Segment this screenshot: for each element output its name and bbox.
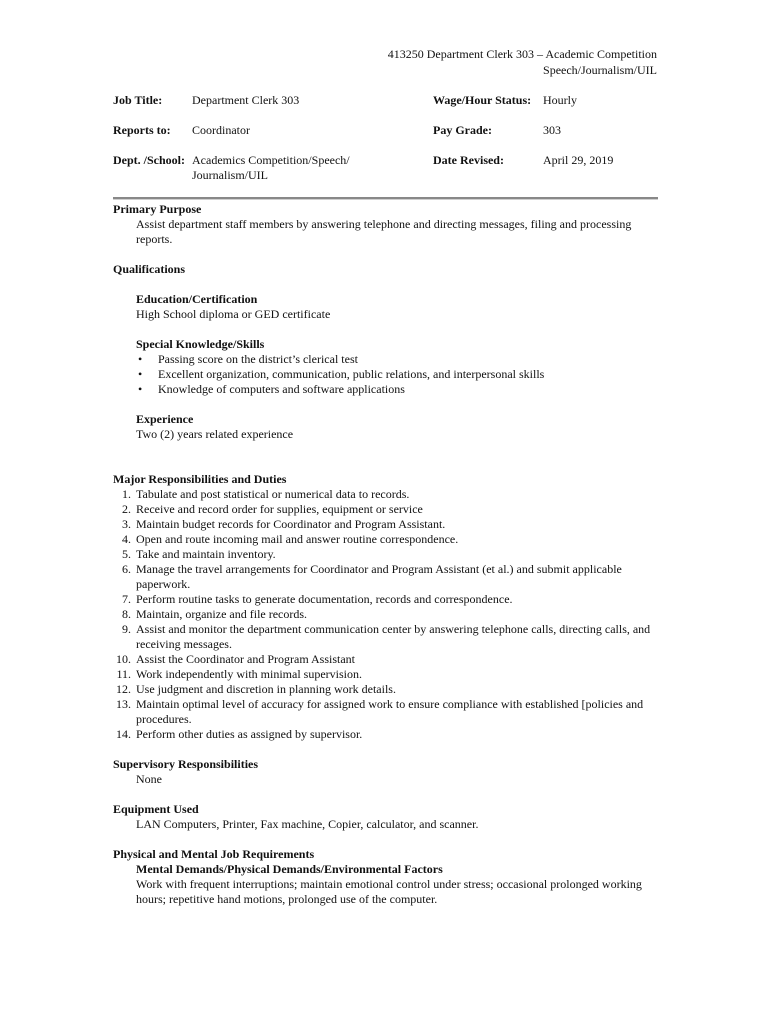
date-revised-value: April 29, 2019: [543, 153, 614, 167]
list-item: [122, 562, 658, 592]
experience-text: Two (2) years related experience: [136, 427, 294, 441]
header-line-2: Speech/Journalism/UIL: [543, 63, 657, 77]
list-item: [116, 682, 658, 697]
pay-grade-label: Pay Grade:: [433, 123, 492, 137]
list-item: [122, 487, 658, 502]
list-number: 14.: [116, 727, 131, 741]
list-item: [116, 652, 658, 667]
list-item: [116, 667, 658, 682]
reports-to-label: Reports to:: [113, 123, 171, 137]
list-text: Maintain optimal level of accuracy for assigned work to ensure compliance with established [policies and procedures.: [136, 697, 644, 726]
list-item: • Excellent organization, communication, public relations, and interpersonal skills: [158, 367, 658, 382]
dept-school-value: [192, 153, 422, 183]
list-item: [122, 622, 658, 652]
list-text: Perform routine tasks to generate documentation, records and correspondence.: [136, 592, 513, 606]
physical-heading: Physical and Mental Job Requirements: [113, 847, 315, 861]
qualifications-heading: Qualifications: [113, 262, 186, 276]
education-text: High School diploma or GED certificate: [136, 307, 331, 321]
info-row-dept: [113, 153, 663, 193]
list-item: [116, 727, 658, 742]
list-number: 12.: [116, 682, 131, 696]
dept-school-line-1: Academics Competition/Speech/: [192, 153, 350, 167]
section-divider: [113, 197, 658, 200]
list-item: • Passing score on the district’s clerical test: [158, 352, 658, 367]
list-text: Take and maintain inventory.: [136, 547, 276, 561]
list-number: 9.: [122, 622, 131, 636]
document-body: [113, 202, 658, 907]
primary-purpose-heading: Primary Purpose: [113, 202, 202, 216]
equipment-heading: Equipment Used: [113, 802, 199, 816]
list-text: Receive and record order for supplies, equipment or service: [136, 502, 423, 516]
dept-school-line-2: Journalism/UIL: [192, 168, 268, 182]
job-title-value: Department Clerk 303: [192, 93, 300, 107]
info-row-job-title: [113, 93, 663, 123]
document-header: [388, 46, 657, 78]
reports-to-value: Coordinator: [192, 123, 250, 137]
wage-status-value: Hourly: [543, 93, 577, 107]
list-number: 4.: [122, 532, 131, 546]
skills-heading: Special Knowledge/Skills: [136, 337, 265, 351]
list-number: 8.: [122, 607, 131, 621]
list-text: Maintain budget records for Coordinator and Program Assistant.: [136, 517, 446, 531]
list-item: [122, 502, 658, 517]
list-text: Maintain, organize and file records.: [136, 607, 308, 621]
list-text: Manage the travel arrangements for Coordinator and Program Assistant (et al.) and submit applicable paperwork.: [136, 562, 622, 591]
list-item: [122, 607, 658, 622]
list-text: Work independently with minimal supervision.: [136, 667, 363, 681]
dept-school-label: Dept. /School:: [113, 153, 185, 167]
physical-subheading: Mental Demands/Physical Demands/Environmental Factors: [136, 862, 443, 876]
experience-heading: Experience: [136, 412, 194, 426]
list-number: 6.: [122, 562, 131, 576]
pay-grade-value: 303: [543, 123, 561, 137]
duties-heading: Major Responsibilities and Duties: [113, 472, 287, 486]
list-number: 2.: [122, 502, 131, 516]
header-line-1: 413250 Department Clerk 303 – Academic Competition: [387, 47, 657, 61]
education-heading: Education/Certification: [136, 292, 258, 306]
list-number: 5.: [122, 547, 131, 561]
list-text: Use judgment and discretion in planning work details.: [136, 682, 396, 696]
list-number: 10.: [116, 652, 131, 666]
list-text: Open and route incoming mail and answer routine correspondence.: [136, 532, 459, 546]
list-number: 7.: [122, 592, 131, 606]
skills-list: [113, 352, 658, 397]
list-text: Assist the Coordinator and Program Assistant: [136, 652, 355, 666]
list-number: 13.: [116, 697, 131, 711]
job-info-block: [113, 93, 663, 193]
wage-status-label: Wage/Hour Status:: [433, 93, 532, 107]
list-item: [122, 517, 658, 532]
list-number: 3.: [122, 517, 131, 531]
list-text: Perform other duties as assigned by supervisor.: [136, 727, 363, 741]
job-title-label: Job Title:: [113, 93, 163, 107]
list-item: [122, 532, 658, 547]
date-revised-label: Date Revised:: [433, 153, 504, 167]
list-text: Tabulate and post statistical or numerical data to records.: [136, 487, 410, 501]
list-number: 11.: [116, 667, 131, 681]
equipment-text: LAN Computers, Printer, Fax machine, Copier, calculator, and scanner.: [136, 817, 479, 831]
physical-text: Work with frequent interruptions; maintain emotional control under stress; occasional prolonged working hours; repetitive hand motions, prolonged use of the computer.: [136, 877, 642, 906]
primary-purpose-text: Assist department staff members by answering telephone and directing messages, filing and processing reports.: [136, 217, 632, 246]
list-item: • Knowledge of computers and software applications: [158, 382, 658, 397]
list-number: 1.: [122, 487, 131, 501]
supervisory-heading: Supervisory Responsibilities: [113, 757, 259, 771]
list-item: [116, 697, 658, 727]
list-item: [122, 547, 658, 562]
list-text: Assist and monitor the department communication center by answering telephone calls, directing calls, and receiving messages.: [136, 622, 651, 651]
list-item: [122, 592, 658, 607]
duties-list: [113, 487, 658, 742]
supervisory-text: None: [136, 772, 162, 786]
info-row-reports-to: [113, 123, 663, 153]
